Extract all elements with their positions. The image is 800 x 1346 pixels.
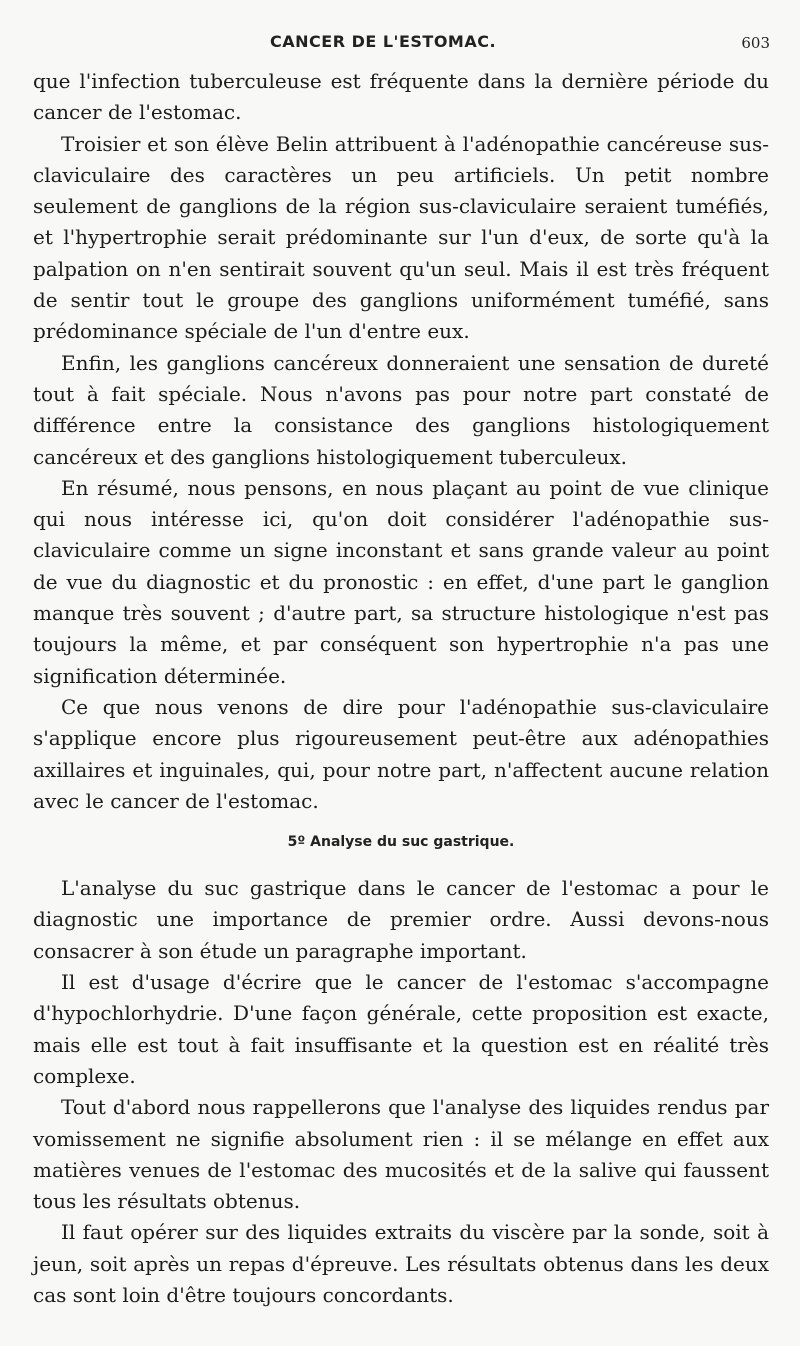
paragraph: Enfin, les ganglions cancéreux donneraient une sensation de dureté tout à fait spéciale. Nous n'avons pas pour notre part constaté de différence entre la consistance des ganglions histologiquement cancéreux et des ganglions histologiquement tuberculeux. (33, 350, 769, 469)
paragraph: Il est d'usage d'écrire que le cancer de l'estomac s'accompagne d'hypochlorhydrie. D'une façon générale, cette proposition est exacte, mais elle est tout à fait insuffisante et la question est en réalité très complexe. (33, 970, 769, 1088)
paragraph: Tout d'abord nous rappellerons que l'analyse des liquides rendus par vomissement ne signifie absolument rien : il se mélange en effet aux matières venues de l'estomac des mucosités et de la salive qui faussent tous les résultats obtenus. (33, 1095, 769, 1214)
paragraph: Ce que nous venons de dire pour l'adénopathie sus-claviculaire s'applique encore plus rigoureusement peut-être aux adénopathies axillaires et inguinales, qui, pour notre part, n'affectent aucune relation avec le cancer de l'estomac. (33, 694, 769, 813)
paragraph: En résumé, nous pensons, en nous plaçant au point de vue clinique qui nous intéresse ici, qu'on doit considérer l'adénopathie sus-claviculaire comme un signe inconstant et sans grande valeur au point de vue du diagnostic et du pronostic : en effet, d'une part le ganglion manque très souvent ; d'autre part, sa structure histologique n'est pas toujours la même, et par conséquent son hypertrophie n'a pas une signification déterminée. (33, 475, 769, 688)
paragraph: L'analyse du suc gastrique dans le cancer de l'estomac a pour le diagnostic une importance de premier ordre. Aussi devons-nous consacrer à son étude un paragraphe important. (33, 876, 769, 963)
paragraph: que l'infection tuberculeuse est fréquente dans la dernière période du cancer de l'estomac. (33, 69, 769, 125)
section-title: 5º Analyse du suc gastrique. (287, 834, 515, 851)
body-text (33, 66, 769, 1311)
paragraph: Il faut opérer sur des liquides extraits du viscère par la sonde, soit à jeun, soit après un repas d'épreuve. Les résultats obtenus dans les deux cas sont loin d'être toujours concordants. (33, 1220, 769, 1307)
running-head: CANCER DE L'ESTOMAC. (270, 32, 497, 51)
page-number: 603 (741, 34, 770, 52)
page-header (0, 32, 800, 56)
paragraph: Troisier et son élève Belin attribuent à l'adénopathie cancéreuse sus-claviculaire des caractères un peu artificiels. Un petit nombre seulement de ganglions de la région sus-claviculaire seraient tuméfiés, et l'hypertrophie serait prédominante sur l'un d'eux, de sorte qu'à la palpation on n'en sentirait souvent qu'un seul. Mais il est très fréquent de sentir tout le groupe des ganglions uniformément tuméfié, sans prédominance spéciale de l'un d'entre eux. (33, 131, 769, 344)
